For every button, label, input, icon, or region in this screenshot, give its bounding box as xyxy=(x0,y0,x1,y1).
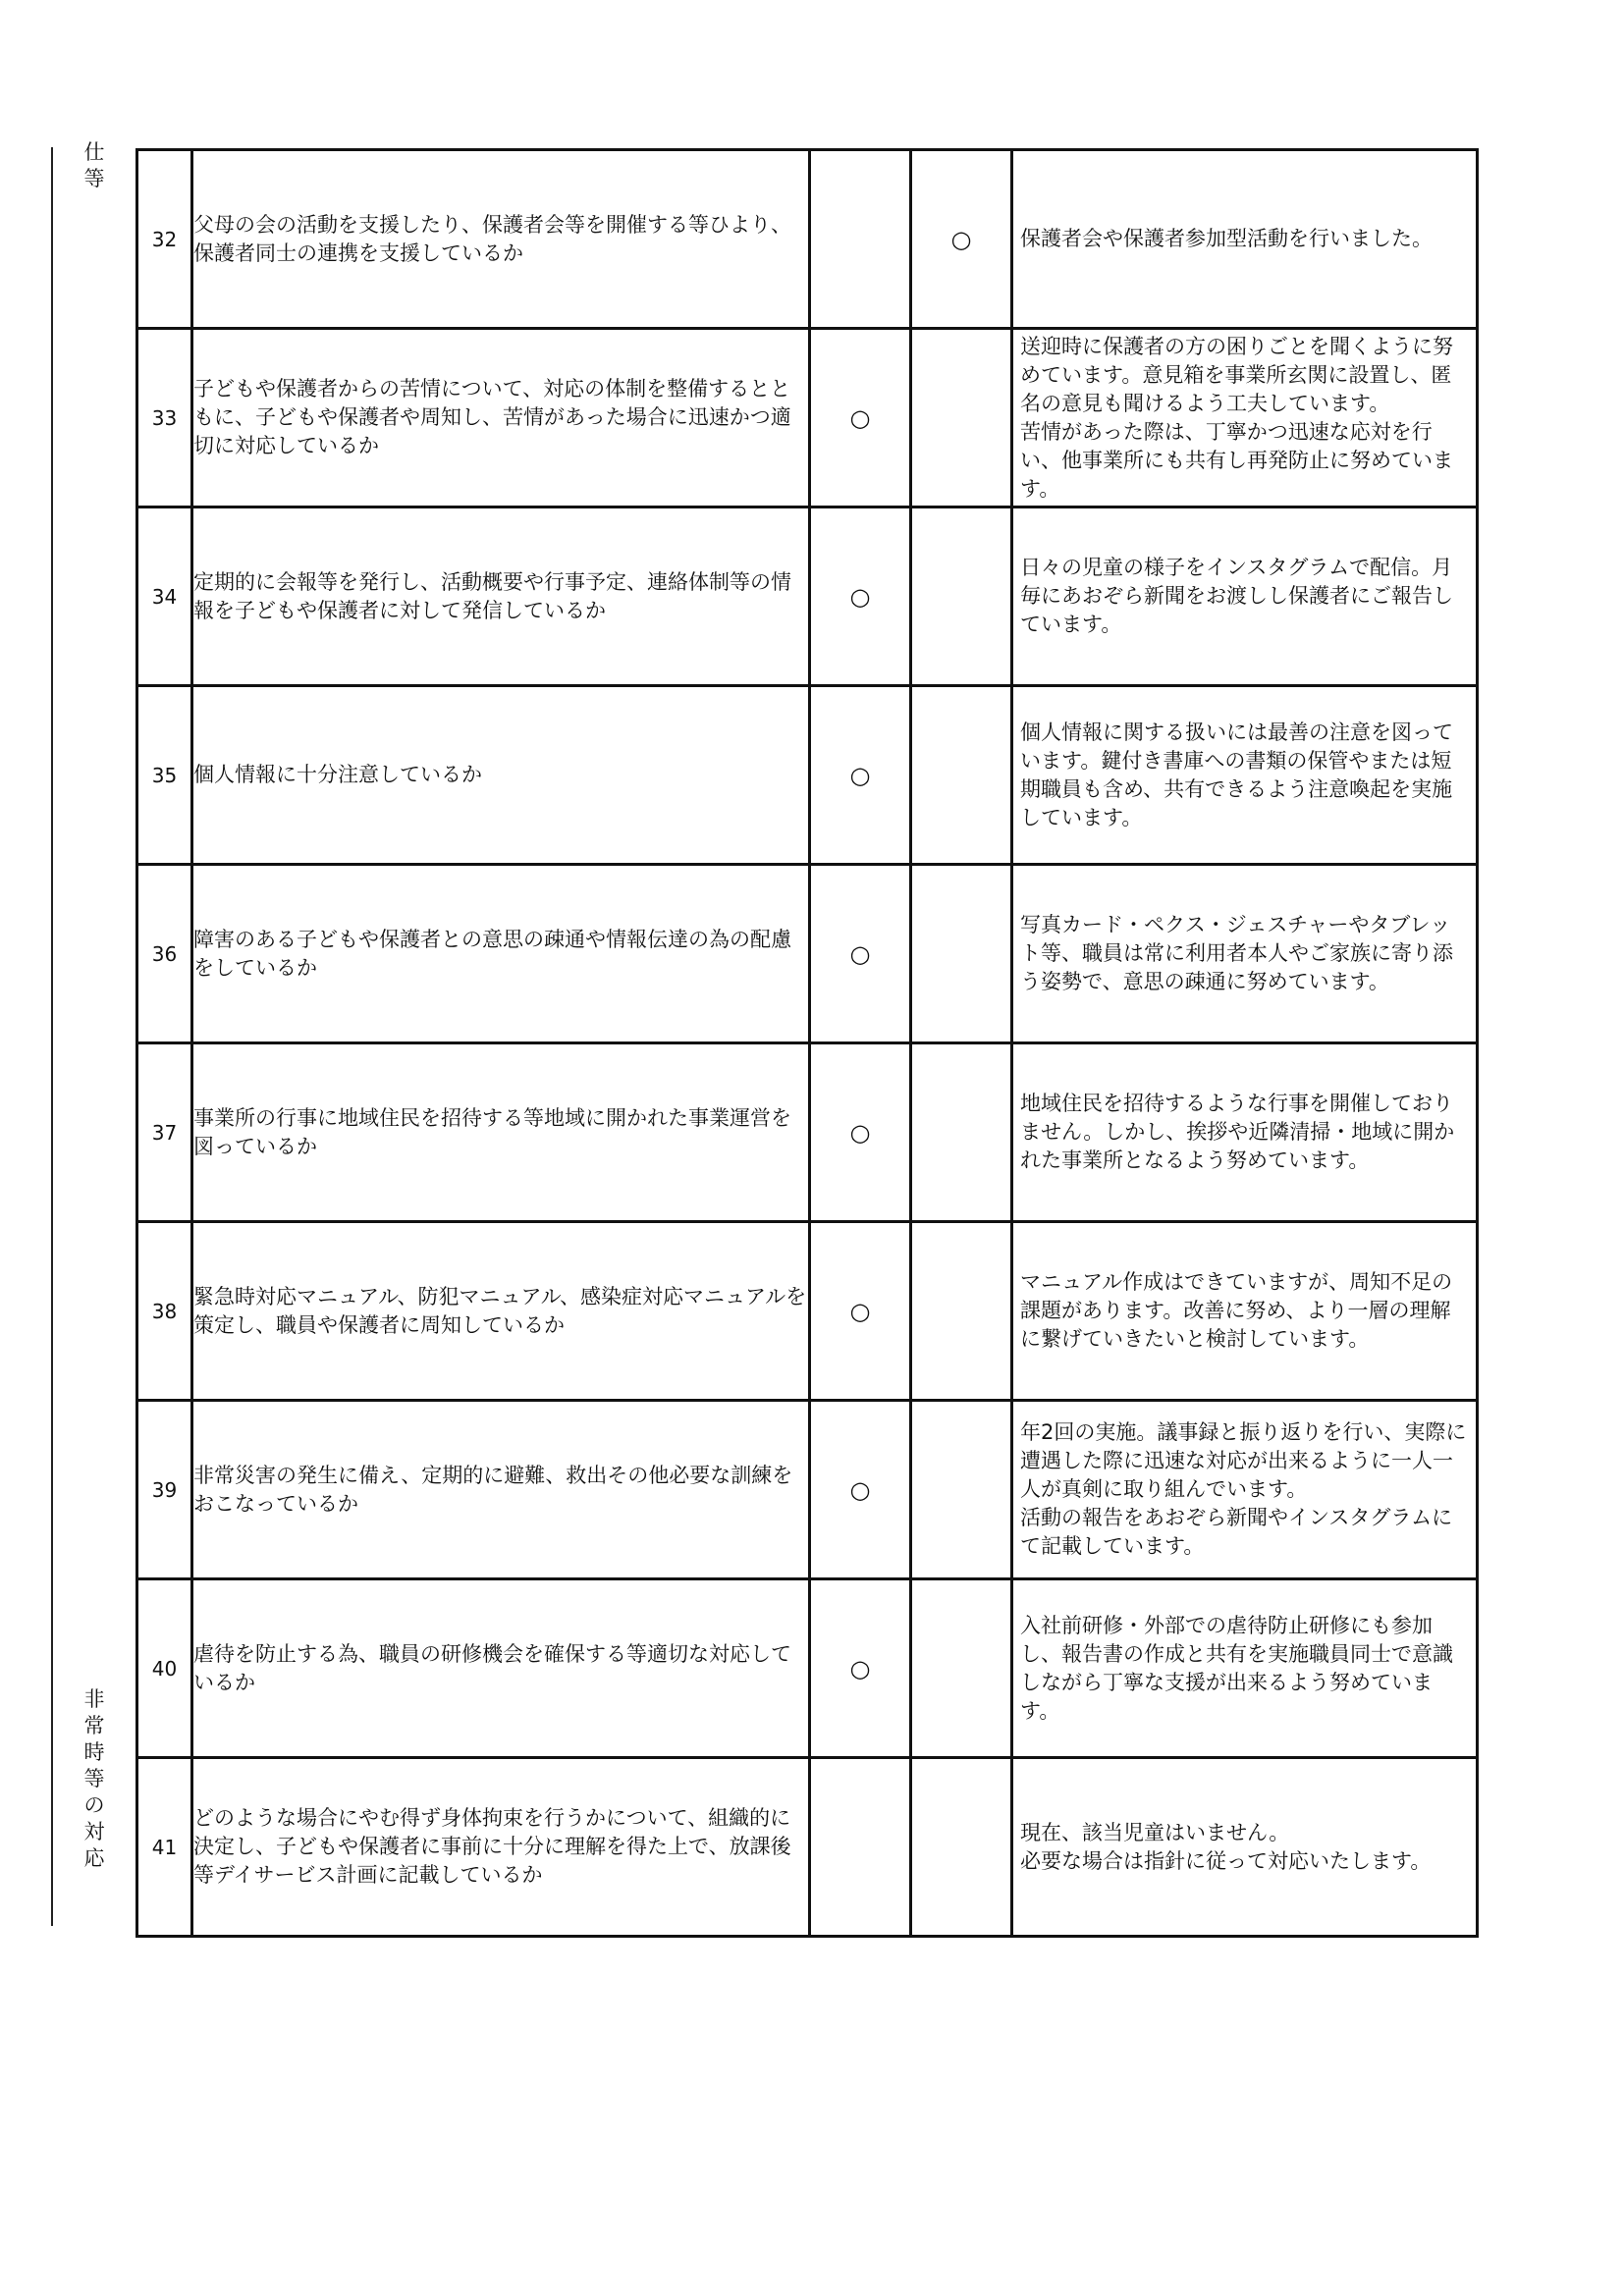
table-row xyxy=(137,1401,1478,1579)
mark-yes xyxy=(810,1758,911,1937)
mark-yes: ○ xyxy=(810,865,911,1043)
mark-yes: ○ xyxy=(810,507,911,686)
mark-yes: ○ xyxy=(810,329,911,507)
mark-yes: ○ xyxy=(810,1579,911,1758)
item-comment: マニュアル作成はできていますが、周知不足の課題があります。改善に努め、より一層の理解に繋げていきたいと検討しています。 xyxy=(1020,1270,1453,1351)
item-question: 個人情報に十分注意しているか xyxy=(192,686,810,865)
item-comment-cell xyxy=(1012,329,1478,507)
mark-partial xyxy=(911,865,1012,1043)
mark-partial: ○ xyxy=(911,150,1012,329)
category-char: 等 xyxy=(83,1767,105,1790)
category-char: 常 xyxy=(83,1714,105,1737)
table-row xyxy=(137,329,1478,507)
table-row xyxy=(137,686,1478,865)
item-question: 事業所の行事に地域住民を招待する等地域に開かれた事業運営を図っているか xyxy=(192,1043,810,1222)
table-row xyxy=(137,865,1478,1043)
mark-yes: ○ xyxy=(810,686,911,865)
mark-partial xyxy=(911,329,1012,507)
item-question: 父母の会の活動を支援したり、保護者会等を開催する等ひより、保護者同士の連携を支援しているか xyxy=(192,150,810,329)
table-row xyxy=(137,1222,1478,1401)
item-comment-cell xyxy=(1012,1043,1478,1222)
table-row xyxy=(137,507,1478,686)
table-row xyxy=(137,1579,1478,1758)
table-row xyxy=(137,1043,1478,1222)
item-comment-cell xyxy=(1012,1401,1478,1579)
item-comment: 写真カード・ペクス・ジェスチャーやタブレット等、職員は常に利用者本人やご家族に寄り添う姿勢で、意思の疎通に努めています。 xyxy=(1020,913,1453,993)
item-comment: 送迎時に保護者の方の困りごとを聞くように努めています。意見箱を事業所玄関に設置し、匿名の意見も聞けるよう工夫しています。 苦情があった際は、丁寧かつ迅速な応対を行い、他事業所にも共有し再発防止に努めています。 xyxy=(1020,334,1453,501)
item-number: 37 xyxy=(137,1043,192,1222)
item-number: 35 xyxy=(137,686,192,865)
table-row xyxy=(137,1758,1478,1937)
mark-partial xyxy=(911,686,1012,865)
item-comment: 日々の児童の様子をインスタグラムで配信。月毎にあおぞら新聞をお渡しし保護者にご報告しています。 xyxy=(1020,556,1453,636)
item-question: 子どもや保護者からの苦情について、対応の体制を整備するとともに、子どもや保護者や周知し、苦情があった場合に迅速かつ適切に対応しているか xyxy=(192,329,810,507)
mark-yes: ○ xyxy=(810,1043,911,1222)
item-comment: 地域住民を招待するような行事を開催しておりません。しかし、挨拶や近隣清掃・地域に開かれた事業所となるよう努めています。 xyxy=(1020,1092,1455,1172)
item-question: 虐待を防止する為、職員の研修機会を確保する等適切な対応しているか xyxy=(192,1579,810,1758)
item-comment: 個人情報に関する扱いには最善の注意を図っています。鍵付き書庫への書類の保管やまたは短期職員も含め、共有できるよう注意喚起を実施しています。 xyxy=(1020,720,1453,829)
category-char: 応 xyxy=(83,1846,105,1870)
category-label-emergency xyxy=(79,1686,110,1872)
item-number: 40 xyxy=(137,1579,192,1758)
category-char: 時 xyxy=(83,1740,105,1764)
mark-partial xyxy=(911,1401,1012,1579)
item-comment-cell xyxy=(1012,1579,1478,1758)
item-comment: 年2回の実施。議事録と振り返りを行い、実際に遭遇した際に迅速な対応が出来るように一人一人が真剣に取り組んでいます。 活動の報告をあおぞら新聞やインスタグラムにて記載しています。 xyxy=(1020,1420,1467,1558)
item-question: 緊急時対応マニュアル、防犯マニュアル、感染症対応マニュアルを策定し、職員や保護者に周知しているか xyxy=(192,1222,810,1401)
item-number: 36 xyxy=(137,865,192,1043)
item-comment-cell xyxy=(1012,865,1478,1043)
item-comment-cell xyxy=(1012,150,1478,329)
item-number: 41 xyxy=(137,1758,192,1937)
evaluation-table xyxy=(135,148,1479,1938)
mark-partial xyxy=(911,1579,1012,1758)
item-comment: 保護者会や保護者参加型活動を行いました。 xyxy=(1020,227,1433,250)
item-question: 障害のある子どもや保護者との意思の疎通や情報伝達の為の配慮をしているか xyxy=(192,865,810,1043)
category-char: 等 xyxy=(83,167,105,190)
mark-yes: ○ xyxy=(810,1222,911,1401)
category-char: 対 xyxy=(83,1820,105,1843)
item-question: どのような場合にやむ得ず身体拘束を行うかについて、組織的に決定し、子どもや保護者に事前に十分に理解を得た上で、放課後等デイサービス計画に記載しているか xyxy=(192,1758,810,1937)
category-char: 仕 xyxy=(83,140,105,164)
item-comment-cell xyxy=(1012,1222,1478,1401)
category-divider-line xyxy=(51,147,53,1926)
item-comment-cell xyxy=(1012,1758,1478,1937)
item-question: 定期的に会報等を発行し、活動概要や行事予定、連絡体制等の情報を子どもや保護者に対して発信しているか xyxy=(192,507,810,686)
mark-partial xyxy=(911,1222,1012,1401)
item-question: 非常災害の発生に備え、定期的に避難、救出その他必要な訓練をおこなっているか xyxy=(192,1401,810,1579)
category-char: の xyxy=(83,1793,105,1817)
item-number: 34 xyxy=(137,507,192,686)
item-comment-cell xyxy=(1012,686,1478,865)
item-comment: 入社前研修・外部での虐待防止研修にも参加し、報告書の作成と共有を実施職員同士で意識しながら丁寧な支援が出来るよう努めています。 xyxy=(1020,1613,1453,1723)
item-number: 32 xyxy=(137,150,192,329)
category-label-top xyxy=(79,139,110,192)
item-comment-cell xyxy=(1012,507,1478,686)
mark-yes: ○ xyxy=(810,1401,911,1579)
mark-partial xyxy=(911,1043,1012,1222)
item-comment: 現在、該当児童はいません。 必要な場合は指針に従って対応いたします。 xyxy=(1020,1820,1432,1873)
mark-yes xyxy=(810,150,911,329)
mark-partial xyxy=(911,1758,1012,1937)
item-number: 39 xyxy=(137,1401,192,1579)
mark-partial xyxy=(911,507,1012,686)
item-number: 33 xyxy=(137,329,192,507)
table-row xyxy=(137,150,1478,329)
category-char: 非 xyxy=(83,1687,105,1711)
item-number: 38 xyxy=(137,1222,192,1401)
